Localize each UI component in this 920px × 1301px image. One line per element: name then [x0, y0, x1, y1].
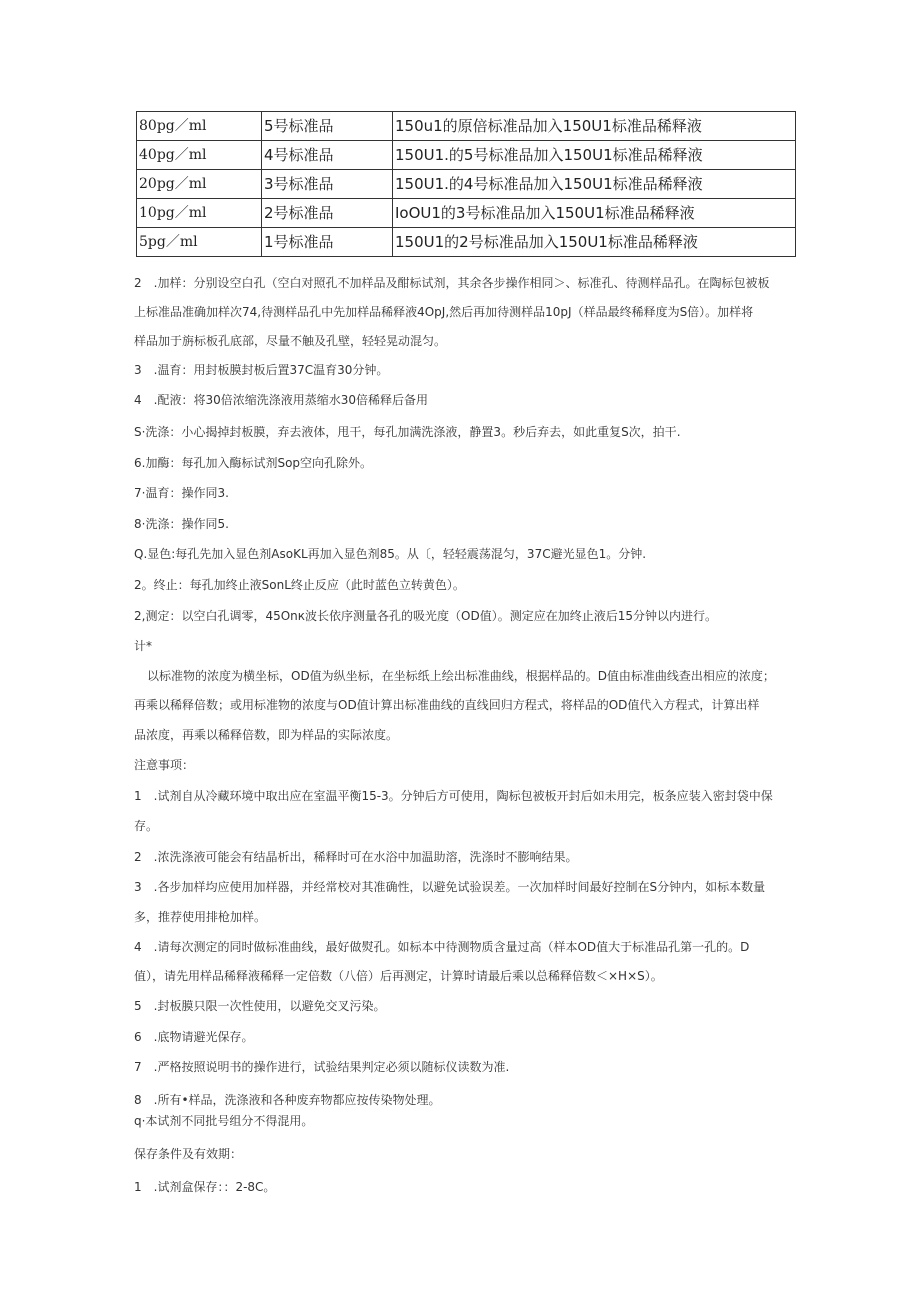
- text-line: 4 .配液：将30倍浓缩洗涤液用蒸缩水30倍稀释后备用: [134, 393, 428, 407]
- text-line: 2 .加样：分别设空白孔（空白对照孔不加样品及酣标试剂，其余各步操作相同＞、标准孔、待测样品孔。在陶标包被板: [134, 276, 770, 290]
- text-line: 1 .试剂盒保存：：2-8C。: [134, 1180, 276, 1194]
- text-line: 3 .温育：用封板膜封板后置37C温育30分钟。: [134, 363, 389, 377]
- text-line: 8 .所有•样品，洗涤液和各种废弃物都应按传染物处理。: [134, 1093, 441, 1107]
- text-line: 7·温育：操作同3.: [134, 486, 229, 500]
- concentration-cell: 80pg／ml: [137, 112, 262, 141]
- text-line: 2,测定：以空白孔调零，45Onк波长依序测量各孔的吸光度（OD值）。测定应在加终止液后15分钟以内进行。: [134, 609, 717, 623]
- preparation-cell: 150u1的原倍标准品加入150U1标准品稀释液: [393, 112, 796, 141]
- text-line: 7 .严格按照说明书的操作进行，试验结果判定必须以随标仪读数为准.: [134, 1060, 510, 1074]
- standard-name-cell: 5号标准品: [262, 112, 393, 141]
- text-line: q·本试剂不同批号组分不得混用。: [134, 1114, 314, 1128]
- standard-name-cell: 1号标准品: [262, 228, 393, 257]
- text-line: 存。: [134, 819, 159, 833]
- preparation-cell: 150U1的2号标准品加入150U1标准品稀释液: [393, 228, 796, 257]
- table-row: [137, 170, 796, 199]
- text-line: 5 .封板膜只限一次性使用，以避免交叉污染。: [134, 999, 386, 1013]
- section-heading: 注意事项：: [134, 758, 195, 772]
- table-row: [137, 228, 796, 257]
- standard-name-cell: 4号标准品: [262, 141, 393, 170]
- text-line: 3 .各步加样均应使用加样器，并经常校对其准确性，以避免试验误差。一次加样时间最好控制在S分钟内，如标本数量: [134, 880, 766, 894]
- text-line: 6 .底物请避光保存。: [134, 1030, 254, 1044]
- section-heading: 计*: [134, 639, 153, 653]
- preparation-cell: 150U1.的5号标准品加入150U1标准品稀释液: [393, 141, 796, 170]
- text-line: 以标准物的浓度为横坐标，OD值为纵坐标，在坐标纸上绘出标准曲线，根据样品的。D值由标准曲线查出相应的浓度；: [147, 669, 775, 683]
- text-line: 8·洗涤：操作同5.: [134, 517, 229, 531]
- preparation-cell: 150U1.的4号标准品加入150U1标准品稀释液: [393, 170, 796, 199]
- concentration-cell: 5pg／ml: [137, 228, 262, 257]
- text-line: 多，推荐使用排枪加样。: [134, 910, 267, 924]
- text-line: Q.显色:每孔先加入显色剂AsoKL再加入显色剂85。从〔，轻轻震荡混匀，37C避光显色1。分钟.: [134, 547, 647, 561]
- table-body: [137, 112, 796, 257]
- text-line: 再乘以稀释倍数；或用标准物的浓度与OD值计算出标准曲线的直线回归方程式，将样品的OD值代入方程式，计算出样: [134, 698, 760, 712]
- standard-name-cell: 2号标准品: [262, 199, 393, 228]
- text-line: 6.加酶：每孔加入酶标试剂Sop空向孔除外。: [134, 456, 373, 470]
- text-line: 2 .浓洗涤液可能会有结晶析出，稀释时可在水浴中加温助溶，洗涤时不膨响结果。: [134, 850, 578, 864]
- text-line: 1 .试剂自从冷藏环境中取出应在室温平衡15-3。分钟后方可使用，陶标包被板开封后如未用完，板条应装入密封袋中保: [134, 789, 773, 803]
- standard-name-cell: 3号标准品: [262, 170, 393, 199]
- concentration-cell: 40pg／ml: [137, 141, 262, 170]
- text-line: 样品加于旃标板孔底部，尽量不触及孔壁，轻轻晃动混匀。: [134, 334, 447, 348]
- text-line: S·洗涤：小心揭掉封板膜，弃去液体，甩干，每孔加满洗涤液，静置3。秒后弃去，如此重复S次，拍干.: [134, 425, 681, 439]
- table-row: [137, 112, 796, 141]
- concentration-cell: 20pg／ml: [137, 170, 262, 199]
- text-line: 品浓度，再乘以稀释倍数，即为样品的实际浓度。: [134, 728, 399, 742]
- text-line: 4 .请每次测定的同时做标准曲线，最好做熨孔。如标本中待测物质含量过高（样本OD值大于标准品孔第一孔的。D: [134, 940, 750, 954]
- text-line: 上标准品准确加样次74,待测样品孔中先加样品稀释液4OpJ,然后再加待测样品10pJ（样品最终稀释度为S倍）。加样将: [134, 305, 754, 319]
- standard-dilution-table: [136, 111, 796, 257]
- preparation-cell: IoOU1的3号标准品加入150U1标准品稀释液: [393, 199, 796, 228]
- section-heading: 保存条件及有效期：: [134, 1147, 243, 1161]
- concentration-cell: 10pg／ml: [137, 199, 262, 228]
- table-row: [137, 141, 796, 170]
- text-line: 值），请先用样品稀释液稀释一定倍数（八倍）后再测定，计算时请最后乘以总稀释倍数＜×H×S）。: [134, 969, 663, 983]
- text-line: 2。终止：每孔加终止液SonL终止反应（此时蓝色立转黄色）。: [134, 578, 465, 592]
- table-row: [137, 199, 796, 228]
